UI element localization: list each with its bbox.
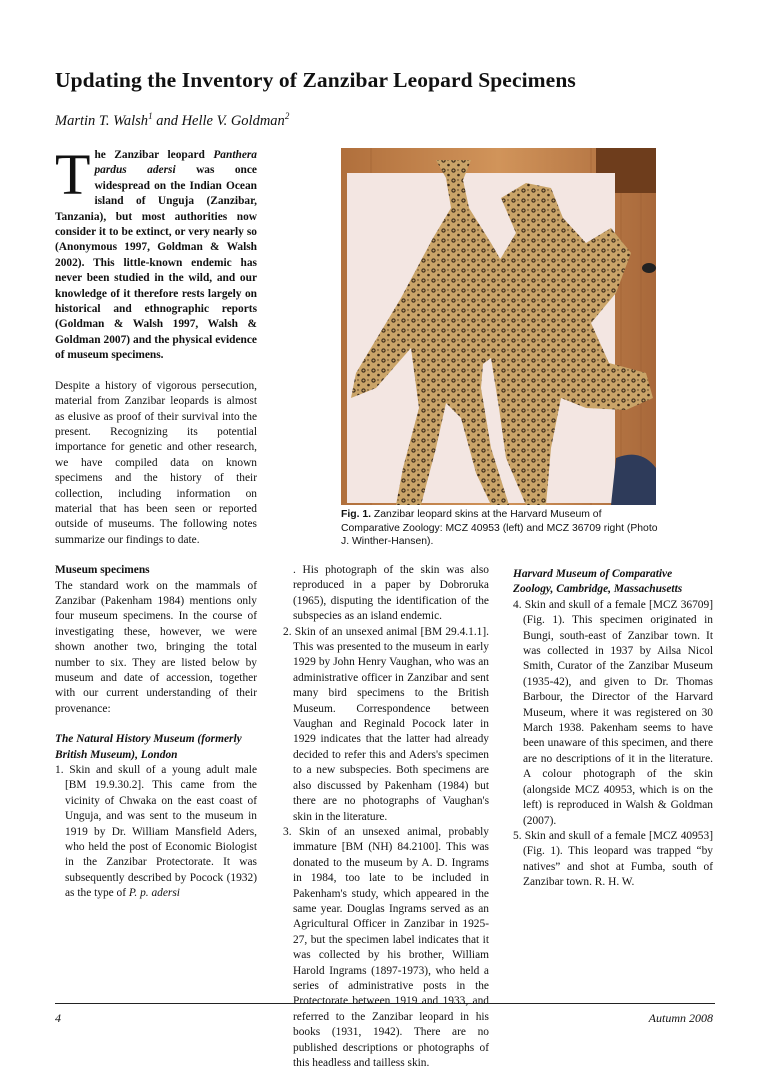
intro-lead-text: he Zanzibar leopard bbox=[94, 149, 214, 161]
list-item: 4. Skin and skull of a female [MCZ 36709] (Fig. 1). This specimen originated in Bungi, south-east of Zanzibar town. It was collected in 1937 by Ailsa Nicol Smith, Curator of the Zanzibar Museum (1935-42), and given to Dr. Thomas Barbour, the Director of the Harvard Museum, where it was registered on 30 March 1938. Pakenham seems to have been unaware of this specimen, and there are no descriptions of it in the literature. A colour photograph of the skin (alongside MCZ 40953, which is on the left) is reproduced in Walsh & Goldman (2007). bbox=[513, 598, 713, 827]
harvard-heading: Harvard Museum of Comparative Zoology, Cambridge, Massachusetts bbox=[513, 568, 683, 596]
figure-caption-text: Zanzibar leopard skins at the Harvard Museum of Comparative Zoology: MCZ 40953 (left) and MCZ 36709 right (Photo J. Winther-Hansen). bbox=[341, 509, 658, 548]
person-leg bbox=[611, 455, 656, 505]
list-item: 2. Skin of an unsexed animal [BM 29.4.1.1]. This was presented to the museum in early 1929 by John Henry Vaughan, who was an administrative officer in Zanzibar and sent many bird specimens to the British Museum. Correspondence between Vaughan and Reginald Pocock later in 1929 indicates that the latter had already decided to refer this and Aders's specimen to a new subspecies. Both specimens are also discussed by Pakenham (1984) but there are no photographs of Vaughan's skin in the literature. bbox=[283, 625, 489, 823]
item-1-text: 1. Skin and skull of a young adult male [BM 19.9.30.2]. This came from the vicinity of Chwaka on the east coast of Unguja, and was sent to the museum in 1919 by Dr. William Mansfield Aders, who held the post of Economic Biologist in the Zanzibar Protectorate. It was subsequently described by Pocock (1932) as the type of bbox=[55, 764, 257, 900]
item-1-species: P. p. adersi bbox=[128, 887, 180, 900]
drop-cap: T bbox=[55, 142, 91, 207]
column-3 bbox=[513, 563, 713, 891]
figure-caption bbox=[341, 508, 661, 549]
figure-label: Fig. 1. bbox=[341, 509, 372, 520]
nhm-list-part-2 bbox=[283, 563, 489, 1071]
author-1: Martin T. Walsh bbox=[55, 112, 149, 129]
species-name: Panthera pardus adersi bbox=[94, 149, 257, 177]
nhm-list-part-1 bbox=[55, 763, 257, 902]
list-item: 5. Skin and skull of a female [MCZ 40953] (Fig. 1). This leopard was trapped “by natives” and shot at Fumba, south of Zanzibar town. R. H. W. bbox=[513, 829, 713, 889]
author-2: Helle V. Goldman bbox=[181, 112, 285, 129]
author-2-affiliation: 2 bbox=[284, 111, 290, 121]
authors-line bbox=[55, 111, 735, 130]
museum-specimens-paragraph: The standard work on the mammals of Zanzibar (Pakenham 1984) mentions only four museum specimens. In the course of investigating these, however, we were shown another two, bringing the total number to six. They are listed below by museum and date of accession, together with our current understanding of their provenance: bbox=[55, 579, 257, 715]
intro-paragraph-2: Despite a history of vigorous persecution, material from Zanzibar leopards is almost as elusive as proof of their survival into the present. Recognizing its potential importance for genetic and other research, we have compiled data on known specimens and the history of their collection, including information on material that has been seen or reported outside of museums. The following notes summarize our findings to date. bbox=[55, 379, 257, 546]
column-1 bbox=[55, 142, 257, 902]
museum-specimens-heading: Museum specimens bbox=[55, 564, 150, 577]
list-item-continued: . His photograph of the skin was also reproduced in a paper by Dobroruka (1965), disputing the identification of the subspecies as an island endemic. bbox=[293, 564, 489, 623]
column-2 bbox=[283, 563, 489, 1071]
nhm-heading: The Natural History Museum (formerly British Museum), London bbox=[55, 733, 242, 761]
issue-label: Autumn 2008 bbox=[648, 1011, 713, 1025]
shoe bbox=[642, 263, 656, 273]
author-1-affiliation: 1 bbox=[148, 111, 153, 121]
leopard-skins-photo bbox=[341, 148, 656, 505]
list-item bbox=[55, 763, 257, 902]
intro-lead-paragraph bbox=[55, 142, 257, 364]
authors-conjunction: and bbox=[152, 112, 182, 129]
list-item: 3. Skin of an unsexed animal, probably immature [BM (NH) 84.2100]. This was donated to the museum by A. D. Ingrams in 1984, too late to be included in Pakenham's study, which appeared in the same year. Douglas Ingrams served as an Agricultural Officer in Zanzibar in 1925-27, but the specimen label indicates that it was collected by his brother, William Harold Ingrams (1897-1973), who held a series of administrative posts in the Protectorate between 1919 and 1933, and referred to the Zanzibar leopard in his books (1931, 1942). There are no published descriptions or photographs of this headless and tailless skin. bbox=[283, 825, 489, 1069]
harvard-list bbox=[513, 598, 713, 891]
intro-lead-text-2: was once widespread on the Indian Ocean island of Unguja (Zanzibar, Tanzania), but most authorities now consider it to be extinct, or very nearly so (Anonymous 1997, Goldman & Walsh 2002). This little-known endemic has never been studied in the wild, and our knowledge of it therefore rests largely on historical and ethnographic reports (Goldman & Walsh 1997, Walsh & Goldman 2007) and the physical evidence of museum specimens. bbox=[55, 164, 257, 362]
page-number: 4 bbox=[55, 1011, 61, 1025]
article-title: Updating the Inventory of Zanzibar Leopard Specimens bbox=[55, 68, 576, 92]
footer-rule bbox=[55, 1003, 715, 1004]
